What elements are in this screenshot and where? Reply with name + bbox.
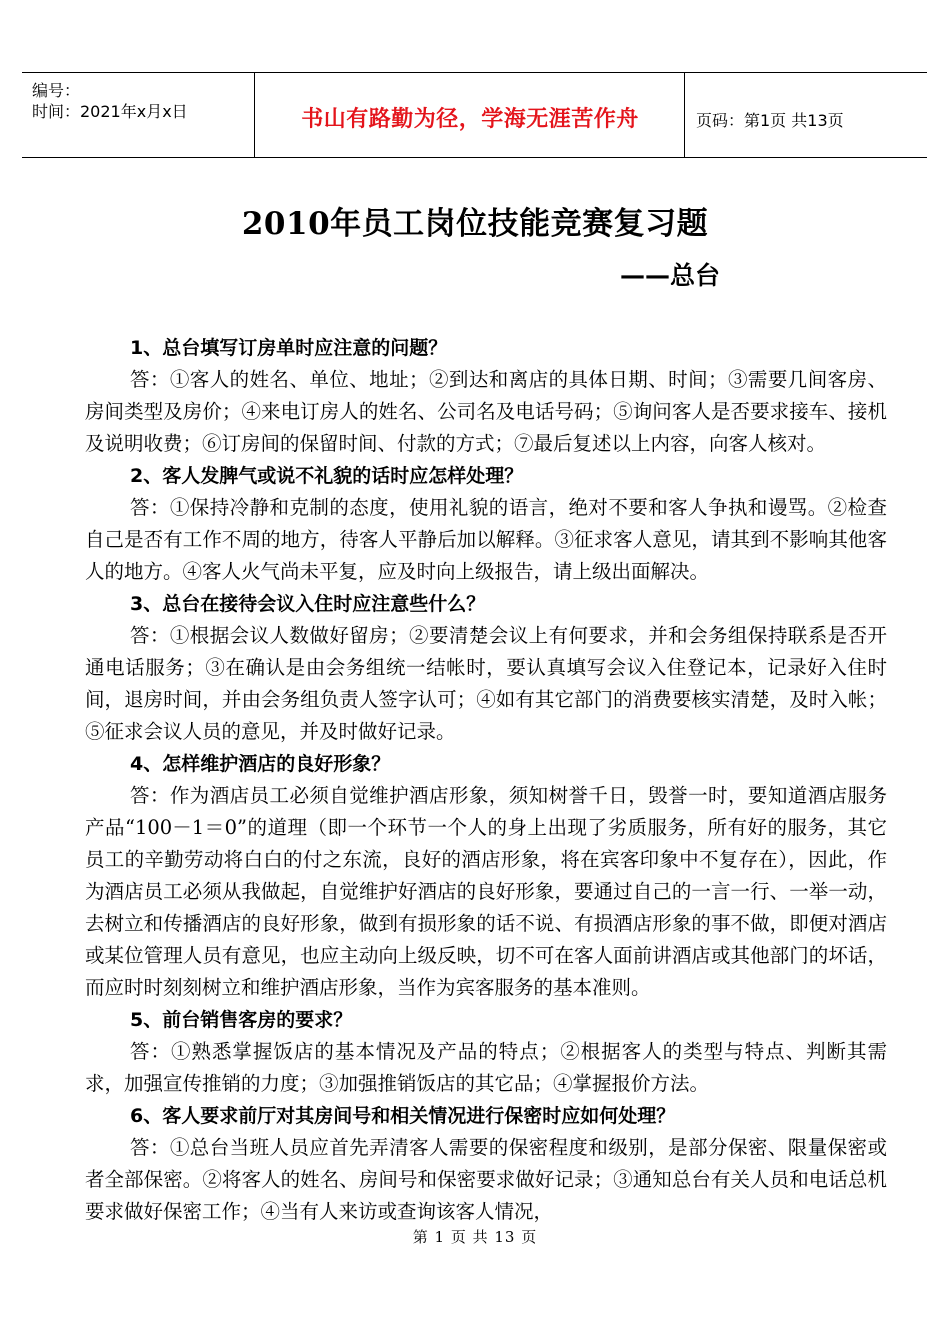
document-subtitle: ——总台	[620, 261, 721, 290]
page-footer: 第 1 页 共 13 页	[412, 1228, 538, 1246]
document-body	[85, 332, 887, 1228]
answer-2: 答：①保持冷静和克制的态度，使用礼貌的语言，绝对不要和客人争执和谩骂。②检查自己是否有工作不周的地方，待客人平静后加以解释。③征求客人意见，请其到不影响其他客人的地方。④客人火气尚未平复，应及时向上级报告，请上级出面解决。	[85, 496, 887, 583]
document-header	[22, 72, 927, 158]
answer-6: 答：①总台当班人员应首先弄清客人需要的保密程度和级别，是部分保密、限量保密或者全部保密。②将客人的姓名、房间号和保密要求做好记录；③通知总台有关人员和电话总机要求做好保密工作；④当有人来访或查询该客人情况，	[85, 1136, 887, 1223]
header-number-label: 编号：	[32, 81, 81, 100]
question-3: 3、总台在接待会议入住时应注意些什么？	[130, 593, 486, 615]
answer-1: 答：①客人的姓名、单位、地址；②到达和离店的具体日期、时间；③需要几间客房、房间类型及房价；④来电订房人的姓名、公司名及电话号码；⑤询问客人是否要求接车、接机及说明收费；⑥订房间的保留时间、付款的方式；⑦最后复述以上内容，向客人核对。	[85, 368, 887, 455]
answer-3: 答：①根据会议人数做好留房；②要清楚会议上有何要求，并和会务组保持联系是否开通电话服务；③在确认是由会务组统一结帐时，要认真填写会议入住登记本，记录好入住时间，退房时间，并由会务组负责人签字认可；④如有其它部门的消费要核实清楚，及时入帐；⑤征求会议人员的意见，并及时做好记录。	[85, 624, 887, 743]
question-1: 1、总台填写订房单时应注意的问题？	[130, 337, 448, 359]
question-5: 5、前台销售客房的要求？	[130, 1009, 353, 1031]
header-page-info: 页码：第1页 共13页	[696, 111, 844, 130]
question-6: 6、客人要求前厅对其房间号和相关情况进行保密时应如何处理？	[130, 1105, 676, 1127]
header-bottom-rule	[22, 157, 927, 158]
header-time-label: 时间：2021年x月x日	[32, 102, 188, 121]
header-meta	[32, 80, 252, 122]
answer-5: 答：①熟悉掌握饭店的基本情况及产品的特点；②根据客人的类型与特点、判断其需求，加强宣传推销的力度；③加强推销饭店的其它品；④掌握报价方法。	[85, 1040, 887, 1095]
document-title: 2010年员工岗位技能竞赛复习题	[241, 206, 709, 242]
question-2: 2、客人发脾气或说不礼貌的话时应怎样处理？	[130, 465, 524, 487]
header-motto: 书山有路勤为径，学海无涯苦作舟	[301, 107, 639, 132]
answer-4: 答：作为酒店员工必须自觉维护酒店形象，须知树誉千日，毁誉一时，要知道酒店服务产品“100－1＝0”的道理（即一个环节一个人的身上出现了劣质服务，所有好的服务，其它员工的辛勤劳动将白白的付之东流，良好的酒店形象，将在宾客印象中不复存在），因此，作为酒店员工必须从我做起，自觉维护好酒店的良好形象，要通过自己的一言一行、一举一动，去树立和传播酒店的良好形象，做到有损形象的话不说、有损酒店形象的事不做，即便对酒店或某位管理人员有意见，也应主动向上级反映，切不可在客人面前讲酒店或其他部门的坏话，而应时时刻刻树立和维护酒店形象，当作为宾客服务的基本准则。	[85, 784, 887, 999]
question-4: 4、怎样维护酒店的良好形象？	[130, 753, 391, 775]
header-top-rule	[22, 72, 927, 73]
